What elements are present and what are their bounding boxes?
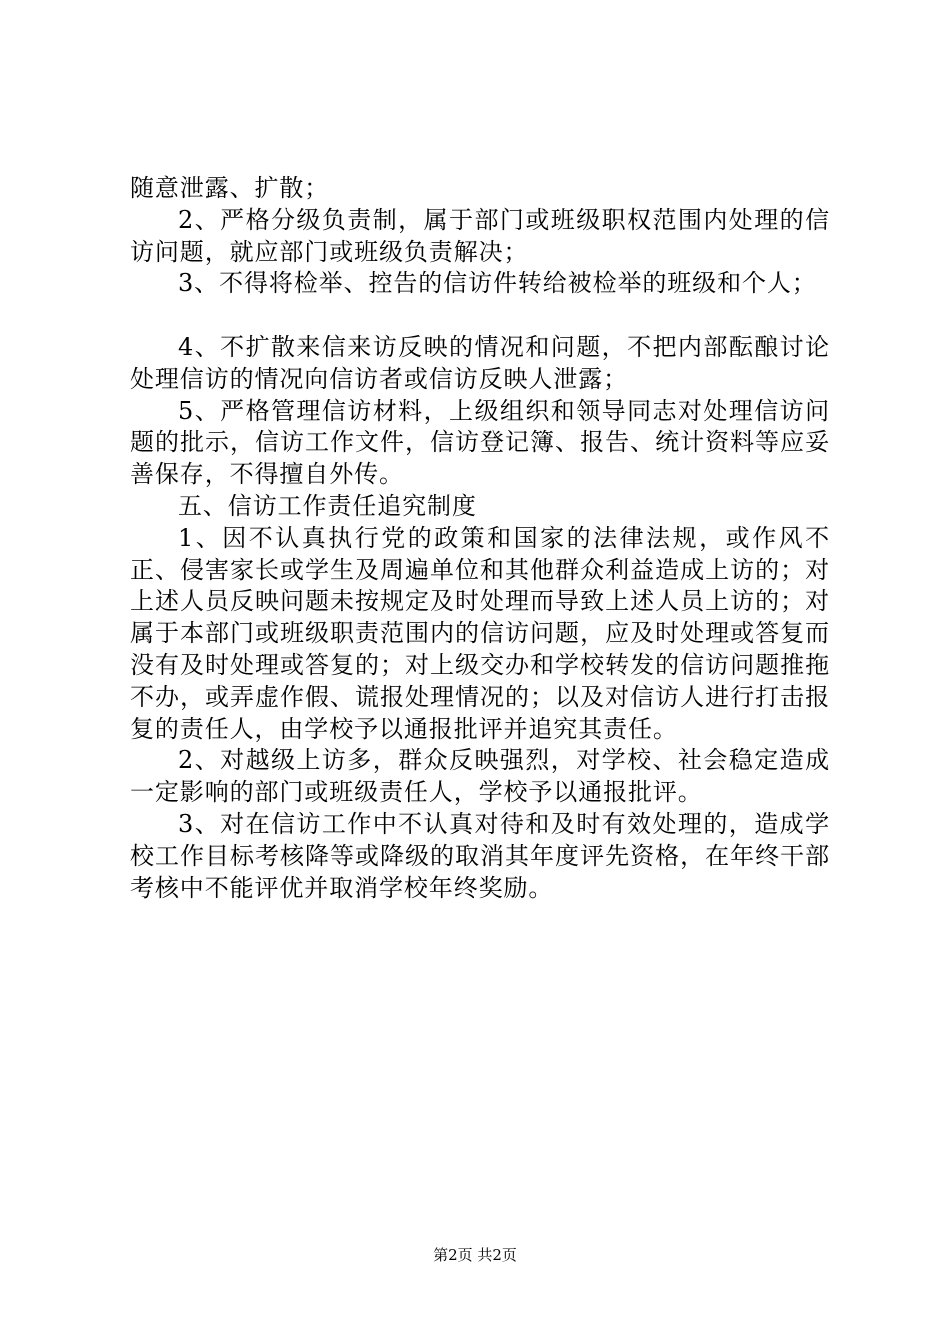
paragraph-5: 5、严格管理信访材料，上级组织和领导同志对处理信访问题的批示，信访工作文件，信访登记簿、报告、统计资料等应妥善保存，不得擅自外传。 <box>130 396 830 489</box>
paragraph-7: 2、对越级上访多，群众反映强烈，对学校、社会稳定造成一定影响的部门或班级责任人，学校予以通报批评。 <box>130 746 830 807</box>
paragraph-1: 随意泄露、扩散； <box>130 174 330 202</box>
section-heading: 五、信访工作责任追究制度 <box>178 491 477 520</box>
paragraph-3: 3、不得将检举、控告的信访件转给被检举的班级和个人； <box>178 269 817 298</box>
document-body <box>130 173 830 904</box>
paragraph-6: 1、因不认真执行党的政策和国家的法律法规，或作风不正、侵害家长或学生及周遍单位和其他群众利益造成上访的；对上述人员反映问题未按规定及时处理而导致上述人员上访的；对属于本部门或班级职责范围内的信访问题，应及时处理或答复而没有及时处理或答复的；对上级交办和学校转发的信访问题推拖不办，或弄虚作假、谎报处理情况的；以及对信访人进行打击报复的责任人，由学校予以通报批评并追究其责任。 <box>130 523 830 743</box>
paragraph-4: 4、不扩散来信来访反映的情况和问题，不把内部酝酿讨论处理信访的情况向信访者或信访反映人泄露； <box>130 332 830 393</box>
paragraph-8: 3、对在信访工作中不认真对待和及时有效处理的，造成学校工作目标考核降等或降级的取消其年度评先资格，在年终干部考核中不能评优并取消学校年终奖励。 <box>130 809 830 902</box>
paragraph-2: 2、严格分级负责制，属于部门或班级职权范围内处理的信访问题，就应部门或班级负责解决； <box>130 205 830 266</box>
page-number-footer: 第2页 共2页 <box>433 1246 517 1264</box>
